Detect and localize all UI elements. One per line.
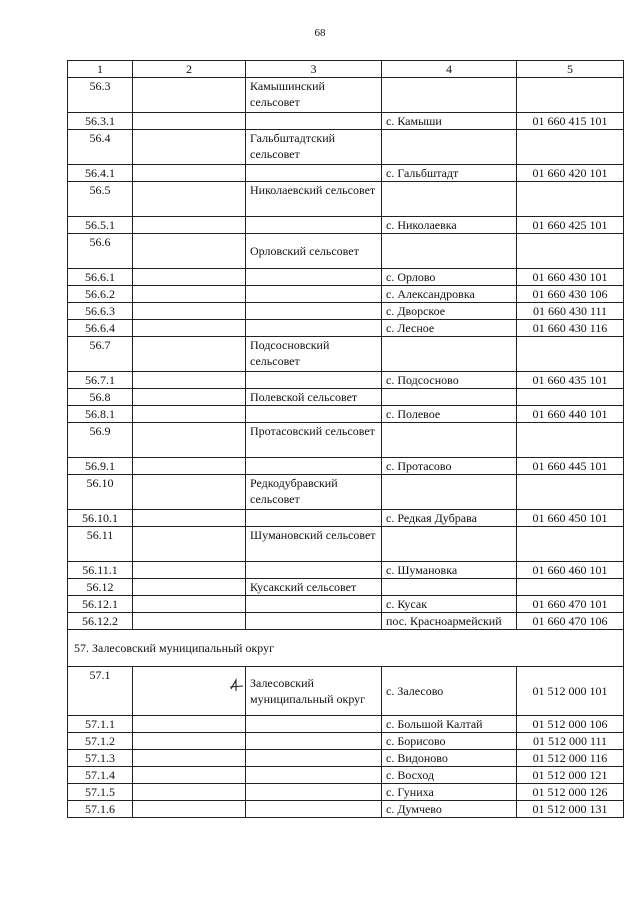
row-number-cell: 57.1.5	[68, 784, 133, 801]
row-number-cell: 56.3.1	[68, 113, 133, 130]
settlement-cell: с. Кусак	[382, 596, 517, 613]
code-cell: 01 660 430 111	[517, 303, 624, 320]
code-cell: 01 660 470 106	[517, 613, 624, 630]
column-2-cell	[133, 234, 246, 269]
row-number-cell: 57.1	[68, 667, 133, 716]
row-number-cell: 56.12	[68, 579, 133, 596]
code-cell	[517, 234, 624, 269]
row-number-cell: 56.5.1	[68, 217, 133, 234]
page-number: 68	[314, 27, 326, 39]
settlement-cell: с. Александровка	[382, 286, 517, 303]
table-row	[68, 269, 624, 286]
settlement-cell	[382, 234, 517, 269]
settlement-cell	[382, 389, 517, 406]
municipality-cell: Шумановский сельсовет	[246, 527, 382, 562]
settlement-cell: с. Камыши	[382, 113, 517, 130]
code-cell: 01 660 430 106	[517, 286, 624, 303]
table-row	[68, 406, 624, 423]
column-header-row	[68, 61, 624, 78]
settlement-table	[67, 60, 624, 818]
municipality-cell	[246, 458, 382, 475]
code-cell	[517, 527, 624, 562]
code-cell: 01 512 000 116	[517, 750, 624, 767]
code-cell	[517, 475, 624, 510]
municipality-cell	[246, 767, 382, 784]
municipality-cell	[246, 217, 382, 234]
code-cell: 01 512 000 106	[517, 716, 624, 733]
table-body	[68, 61, 624, 818]
municipality-cell	[246, 113, 382, 130]
municipality-cell: Кусакский сельсовет	[246, 579, 382, 596]
municipality-cell	[246, 165, 382, 182]
table-row	[68, 423, 624, 458]
municipality-cell	[246, 562, 382, 579]
row-number-cell: 57.1.6	[68, 801, 133, 818]
settlement-cell: с. Гальбштадт	[382, 165, 517, 182]
settlement-cell: с. Гуниха	[382, 784, 517, 801]
row-number-cell: 57.1.3	[68, 750, 133, 767]
code-cell: 01 660 435 101	[517, 372, 624, 389]
column-2-cell	[133, 458, 246, 475]
municipality-cell	[246, 716, 382, 733]
settlement-cell	[382, 423, 517, 458]
code-cell: 01 512 000 126	[517, 784, 624, 801]
table-row	[68, 372, 624, 389]
settlement-cell	[382, 475, 517, 510]
column-2-cell	[133, 716, 246, 733]
municipality-cell	[246, 784, 382, 801]
column-2-cell	[133, 182, 246, 217]
code-cell: 01 660 450 101	[517, 510, 624, 527]
settlement-cell: с. Большой Калтай	[382, 716, 517, 733]
code-cell: 01 660 430 116	[517, 320, 624, 337]
settlement-cell: пос. Красноармейский	[382, 613, 517, 630]
row-number-cell: 56.9	[68, 423, 133, 458]
municipality-cell: Редкодубравский сельсовет	[246, 475, 382, 510]
municipality-cell	[246, 801, 382, 818]
column-header: 5	[517, 61, 624, 78]
code-cell: 01 660 440 101	[517, 406, 624, 423]
municipality-cell	[246, 733, 382, 750]
column-2-cell	[133, 286, 246, 303]
column-2-cell	[133, 78, 246, 113]
code-cell: 01 660 460 101	[517, 562, 624, 579]
table-row	[68, 130, 624, 165]
table-row	[68, 767, 624, 784]
code-cell	[517, 78, 624, 113]
code-cell	[517, 389, 624, 406]
row-number-cell: 57.1.4	[68, 767, 133, 784]
column-header: 2	[133, 61, 246, 78]
row-number-cell: 56.8.1	[68, 406, 133, 423]
table-row	[68, 733, 624, 750]
municipality-cell: Подсосновский сельсовет	[246, 337, 382, 372]
settlement-cell: с. Шумановка	[382, 562, 517, 579]
row-number-cell: 57.1.2	[68, 733, 133, 750]
table-row	[68, 78, 624, 113]
settlement-cell	[382, 337, 517, 372]
settlement-cell: с. Борисово	[382, 733, 517, 750]
code-cell: 01 660 430 101	[517, 269, 624, 286]
municipality-cell	[246, 372, 382, 389]
column-2-cell	[133, 562, 246, 579]
column-2-cell	[133, 475, 246, 510]
table-row	[68, 527, 624, 562]
code-cell	[517, 337, 624, 372]
column-2-cell	[133, 579, 246, 596]
handwritten-mark-icon	[228, 677, 246, 695]
column-2-cell	[133, 596, 246, 613]
settlement-cell: с. Полевое	[382, 406, 517, 423]
table-row	[68, 286, 624, 303]
settlement-cell: с. Восход	[382, 767, 517, 784]
code-cell: 01 660 415 101	[517, 113, 624, 130]
municipality-cell	[246, 613, 382, 630]
row-number-cell: 56.6.3	[68, 303, 133, 320]
municipality-cell: Николаевский сельсовет	[246, 182, 382, 217]
settlement-cell: с. Редкая Дубрава	[382, 510, 517, 527]
code-cell: 01 660 420 101	[517, 165, 624, 182]
column-2-cell	[133, 372, 246, 389]
municipality-cell: Орловский сельсовет	[246, 234, 382, 269]
settlement-cell	[382, 579, 517, 596]
table-row	[68, 389, 624, 406]
table-row	[68, 113, 624, 130]
table-row	[68, 337, 624, 372]
table-row	[68, 750, 624, 767]
column-2-cell	[133, 527, 246, 562]
municipality-cell: Протасовский сельсовет	[246, 423, 382, 458]
settlement-cell: с. Думчево	[382, 801, 517, 818]
settlement-cell: с. Подсосново	[382, 372, 517, 389]
row-number-cell: 56.6.2	[68, 286, 133, 303]
municipality-cell	[246, 303, 382, 320]
table-row	[68, 303, 624, 320]
settlement-cell	[382, 182, 517, 217]
table-row	[68, 801, 624, 818]
table-row	[68, 596, 624, 613]
column-2-cell	[133, 389, 246, 406]
code-cell: 01 660 470 101	[517, 596, 624, 613]
settlement-cell	[382, 130, 517, 165]
code-cell	[517, 130, 624, 165]
row-number-cell: 56.11	[68, 527, 133, 562]
code-cell: 01 512 000 131	[517, 801, 624, 818]
municipality-cell: Гальбштадтский сельсовет	[246, 130, 382, 165]
table-row	[68, 475, 624, 510]
municipality-cell	[246, 596, 382, 613]
municipality-cell: Залесовский муниципальный округ	[246, 667, 382, 716]
row-number-cell: 56.12.1	[68, 596, 133, 613]
table-row	[68, 458, 624, 475]
settlement-cell: с. Залесово	[382, 667, 517, 716]
section-heading-row	[68, 630, 624, 667]
column-2-cell	[133, 406, 246, 423]
table-row	[68, 562, 624, 579]
settlement-cell: с. Орлово	[382, 269, 517, 286]
table-row	[68, 716, 624, 733]
row-number-cell: 56.6.4	[68, 320, 133, 337]
column-2-cell	[133, 510, 246, 527]
column-2-cell	[133, 269, 246, 286]
code-cell	[517, 579, 624, 596]
table-row	[68, 234, 624, 269]
municipality-cell	[246, 320, 382, 337]
settlement-cell: с. Лесное	[382, 320, 517, 337]
column-2-cell	[133, 113, 246, 130]
column-2-cell	[133, 423, 246, 458]
table-row	[68, 320, 624, 337]
settlement-cell: с. Видоново	[382, 750, 517, 767]
code-cell	[517, 423, 624, 458]
column-2-cell	[133, 217, 246, 234]
column-2-cell	[133, 801, 246, 818]
municipality-cell	[246, 269, 382, 286]
row-number-cell: 56.6	[68, 234, 133, 269]
row-number-cell: 56.10.1	[68, 510, 133, 527]
row-number-cell: 56.3	[68, 78, 133, 113]
municipality-cell	[246, 510, 382, 527]
municipality-cell: Камышинский сельсовет	[246, 78, 382, 113]
row-number-cell: 56.5	[68, 182, 133, 217]
code-cell: 01 512 000 121	[517, 767, 624, 784]
table-row	[68, 613, 624, 630]
row-number-cell: 56.10	[68, 475, 133, 510]
column-2-cell	[133, 767, 246, 784]
row-number-cell: 56.7.1	[68, 372, 133, 389]
table-row	[68, 217, 624, 234]
column-2-cell	[133, 130, 246, 165]
code-cell: 01 512 000 101	[517, 667, 624, 716]
table-row	[68, 182, 624, 217]
row-number-cell: 56.11.1	[68, 562, 133, 579]
column-2-cell	[133, 784, 246, 801]
settlement-cell	[382, 527, 517, 562]
column-2-cell	[133, 320, 246, 337]
column-2-cell	[133, 733, 246, 750]
row-number-cell: 56.6.1	[68, 269, 133, 286]
row-number-cell: 56.7	[68, 337, 133, 372]
table-row	[68, 510, 624, 527]
row-number-cell: 56.12.2	[68, 613, 133, 630]
municipality-cell	[246, 286, 382, 303]
settlement-cell: с. Николаевка	[382, 217, 517, 234]
column-2-cell	[133, 303, 246, 320]
column-2-cell	[133, 337, 246, 372]
row-number-cell: 56.4.1	[68, 165, 133, 182]
municipality-cell	[246, 406, 382, 423]
section-title: 57. Залесовский муниципальный округ	[68, 630, 624, 667]
municipality-cell	[246, 750, 382, 767]
table-row	[68, 165, 624, 182]
settlement-cell: с. Протасово	[382, 458, 517, 475]
column-2-cell	[133, 750, 246, 767]
row-number-cell: 56.4	[68, 130, 133, 165]
code-cell: 01 660 425 101	[517, 217, 624, 234]
column-header: 3	[246, 61, 382, 78]
table-row	[68, 579, 624, 596]
row-number-cell: 56.8	[68, 389, 133, 406]
column-2-cell	[133, 165, 246, 182]
column-2-cell	[133, 613, 246, 630]
table-row	[68, 784, 624, 801]
code-cell: 01 512 000 111	[517, 733, 624, 750]
row-number-cell: 56.9.1	[68, 458, 133, 475]
settlement-cell	[382, 78, 517, 113]
column-header: 4	[382, 61, 517, 78]
column-header: 1	[68, 61, 133, 78]
settlement-cell: с. Дворское	[382, 303, 517, 320]
municipality-cell: Полевской сельсовет	[246, 389, 382, 406]
code-cell	[517, 182, 624, 217]
code-cell: 01 660 445 101	[517, 458, 624, 475]
table-row	[68, 667, 624, 716]
row-number-cell: 57.1.1	[68, 716, 133, 733]
